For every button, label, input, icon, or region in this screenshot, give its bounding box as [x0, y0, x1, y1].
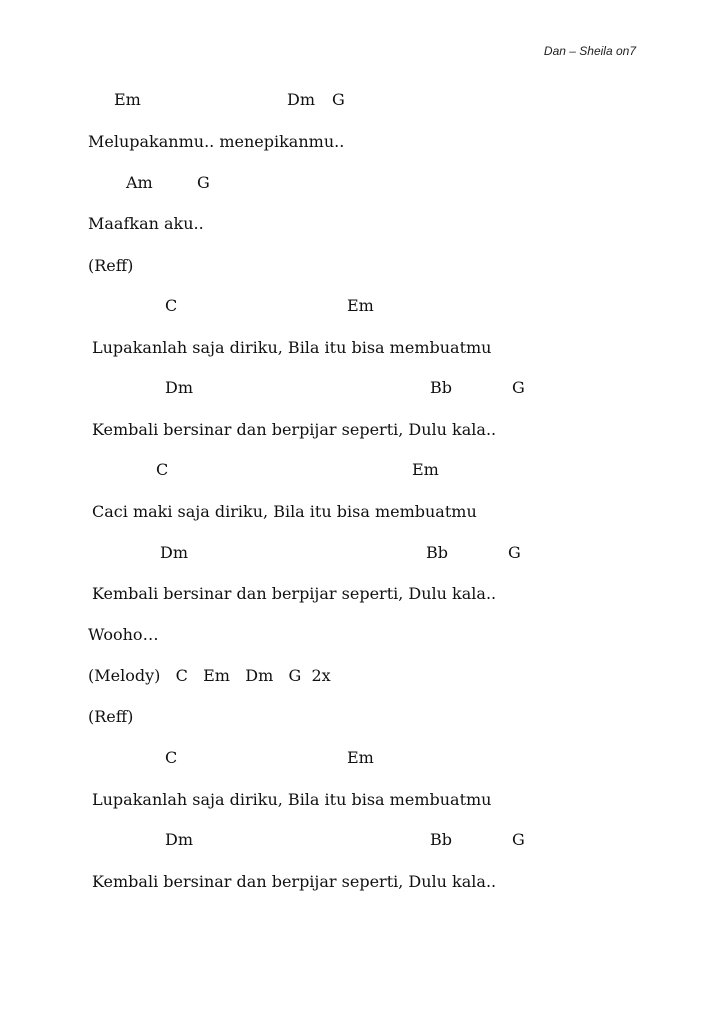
- chord: Bb: [430, 378, 452, 397]
- lyric-line: Lupakanlah saja diriku, Bila itu bisa membuatmu: [92, 790, 492, 809]
- chord: G: [332, 90, 345, 109]
- chord: G: [512, 830, 525, 849]
- chord: Dm: [165, 378, 193, 397]
- section-label: (Reff): [88, 256, 134, 275]
- lyric-line: Caci maki saja diriku, Bila itu bisa membuatmu: [92, 502, 477, 521]
- chord: Dm: [165, 830, 193, 849]
- lyric-line: Kembali bersinar dan berpijar seperti, Dulu kala..: [92, 584, 497, 603]
- chord: Bb: [426, 543, 448, 562]
- chord: Em: [412, 460, 439, 479]
- lyric-line: Kembali bersinar dan berpijar seperti, Dulu kala..: [92, 872, 497, 891]
- chord: Dm: [287, 90, 315, 109]
- chord: C: [165, 748, 178, 767]
- lyric-line: Maafkan aku..: [88, 214, 204, 233]
- song-title-header: Dan – Sheila on7: [543, 44, 636, 58]
- chord: G: [197, 173, 210, 192]
- chord: Em: [347, 748, 374, 767]
- lyric-line: Lupakanlah saja diriku, Bila itu bisa membuatmu: [92, 338, 492, 357]
- lyric-line: Wooho…: [88, 625, 159, 644]
- chord: Em: [347, 296, 374, 315]
- chord: Am: [126, 173, 153, 192]
- chord: C: [165, 296, 178, 315]
- lyric-line: Melupakanmu.. menepikanmu..: [88, 132, 345, 151]
- lyric-line: Kembali bersinar dan berpijar seperti, Dulu kala..: [92, 420, 497, 439]
- chord: Dm: [160, 543, 188, 562]
- chord: C: [156, 460, 169, 479]
- section-label: (Reff): [88, 707, 134, 726]
- chord: G: [512, 378, 525, 397]
- chord: G: [508, 543, 521, 562]
- chord: Em: [114, 90, 141, 109]
- melody-line: (Melody) C Em Dm G 2x: [88, 666, 331, 685]
- chord: Bb: [430, 830, 452, 849]
